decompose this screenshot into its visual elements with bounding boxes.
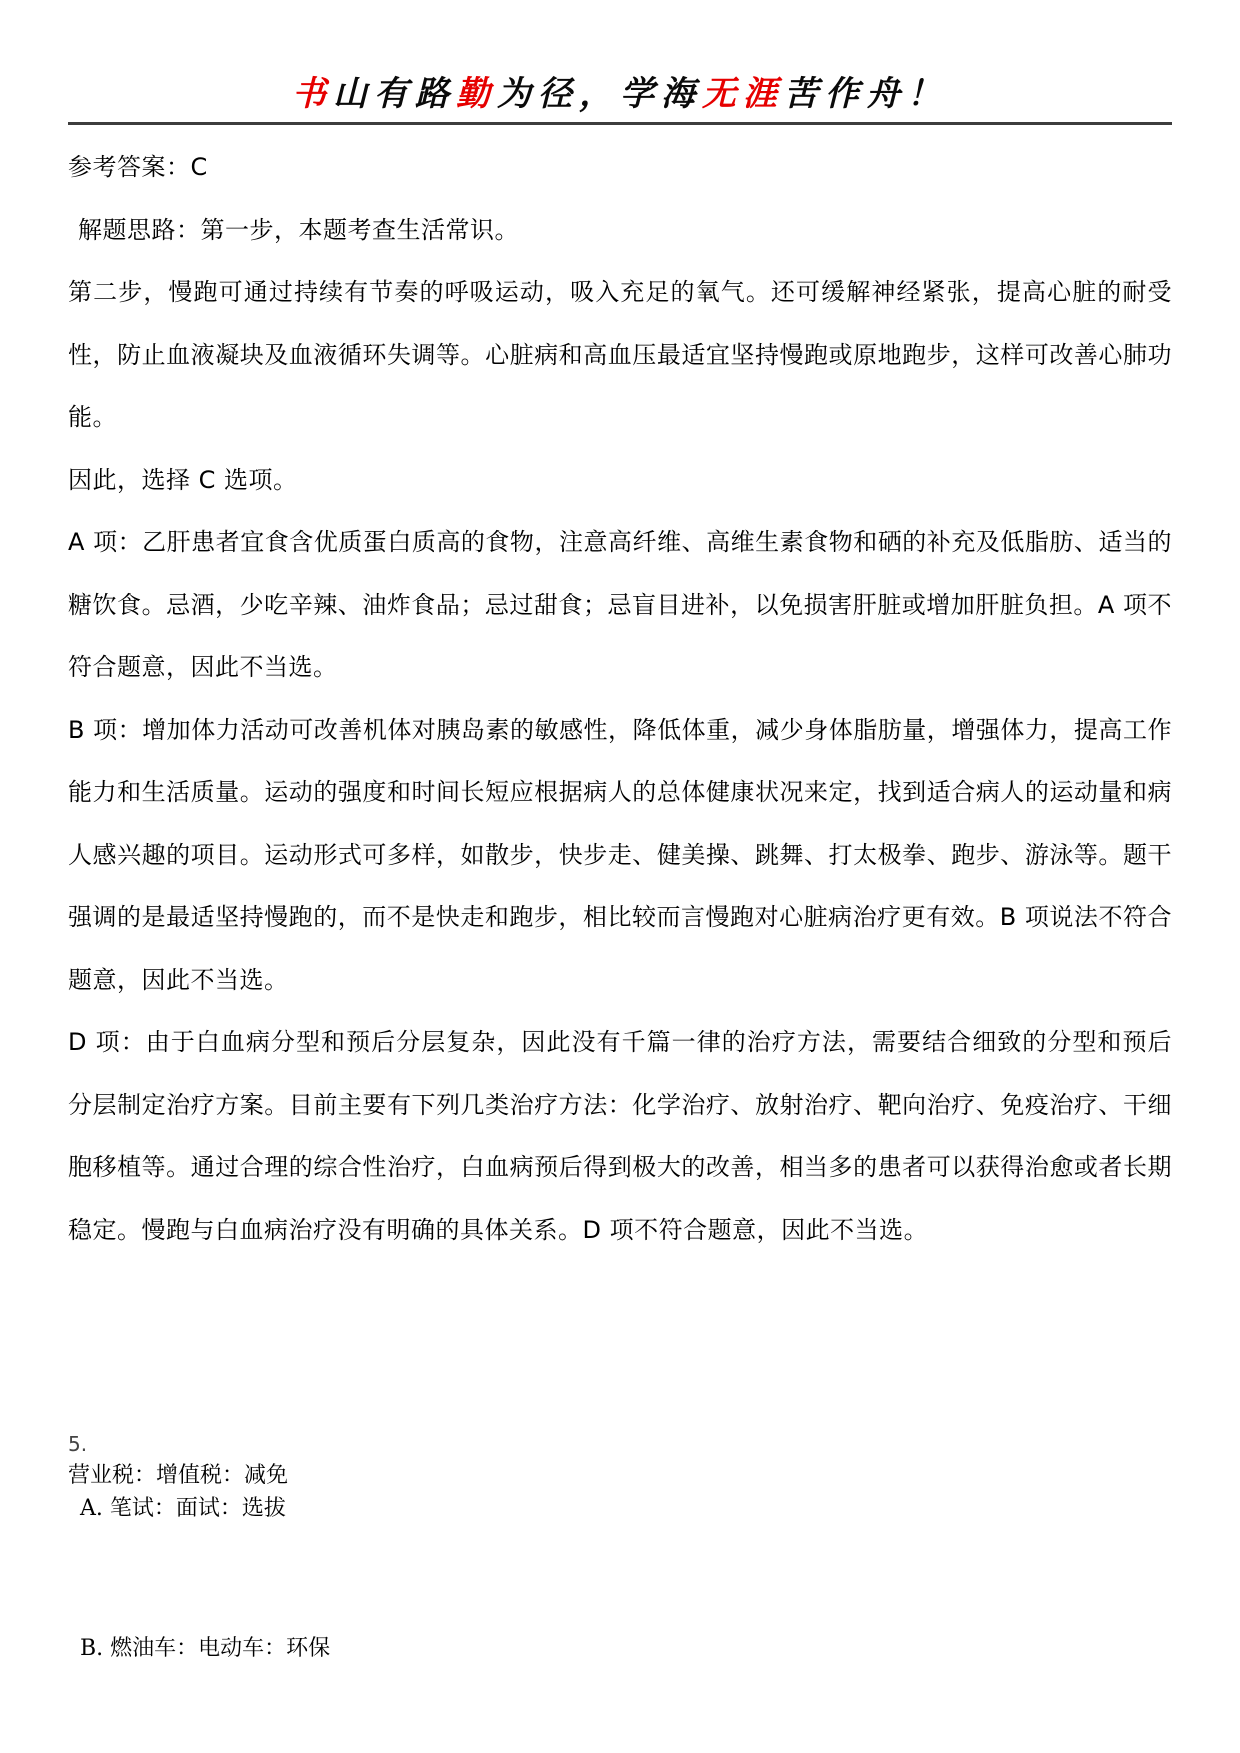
option-b-analysis-paragraph: B 项：增加体力活动可改善机体对胰岛素的敏感性，降低体重，减少身体脂肪量，增强体力，提高工作能力和生活质量。运动的强度和时间长短应根据病人的总体健康状况来定，找到适合病人的运动量和病人感兴趣的项目。运动形式可多样，如散步，快步走、健美操、跳舞、打太极拳、跑步、游泳等。题干强调的是最适坚持慢跑的，而不是快走和跑步，相比较而言慢跑对心脏病治疗更有效。B 项说法不符合题意，因此不当选。: [68, 715, 1172, 994]
step-two-paragraph: 第二步，慢跑可通过持续有节奏的呼吸运动，吸入充足的氧气。还可缓解神经紧张，提高心脏的耐受性，防止血液凝块及血液循环失调等。心脏病和高血压最适宜坚持慢跑或原地跑步，这样可改善心肺功能。: [68, 278, 1172, 432]
motto-segment: 书: [292, 74, 333, 114]
header-motto: [68, 0, 1172, 113]
question-option-b: B. 燃油车：电动车：环保: [80, 1636, 331, 1662]
answer-explanation: [68, 125, 1172, 1261]
motto-segment: 无涯: [702, 74, 784, 114]
solution-approach-paragraph: 解题思路：第一步，本题考查生活常识。: [78, 215, 519, 244]
motto-segment: 勤: [456, 74, 497, 114]
motto-segment: 为径，: [497, 74, 620, 114]
reference-answer: 参考答案：C: [68, 153, 208, 182]
conclusion-paragraph: 因此，选择 C 选项。: [68, 465, 298, 494]
question-number: 5.: [68, 1432, 88, 1457]
motto-segment: 苦作舟！: [784, 74, 948, 114]
page-header: [68, 0, 1172, 125]
option-d-analysis-paragraph: D 项：由于白血病分型和预后分层复杂，因此没有千篇一律的治疗方法，需要结合细致的分型和预后分层制定治疗方案。目前主要有下列几类治疗方法：化学治疗、放射治疗、靶向治疗、免疫治疗、干细胞移植等。通过合理的综合性治疗，白血病预后得到极大的改善，相当多的患者可以获得治愈或者长期稳定。慢跑与白血病治疗没有明确的具体关系。D 项不符合题意，因此不当选。: [68, 1028, 1172, 1244]
question-option-a: A. 笔试：面试：选拔: [80, 1496, 286, 1522]
option-a-analysis-paragraph: A 项：乙肝患者宜食含优质蛋白质高的食物，注意高纤维、高维生素食物和硒的补充及低脂肪、适当的糖饮食。忌酒，少吃辛辣、油炸食品；忌过甜食；忌盲目进补，以免损害肝脏或增加肝脏负担。A 项不符合题意，因此不当选。: [68, 528, 1172, 682]
question-stem: 营业税：增值税：减免: [68, 1463, 289, 1489]
next-question-block: [68, 1429, 1172, 1665]
motto-segment: 山有路: [333, 74, 456, 114]
motto-segment: 学海: [620, 74, 702, 114]
